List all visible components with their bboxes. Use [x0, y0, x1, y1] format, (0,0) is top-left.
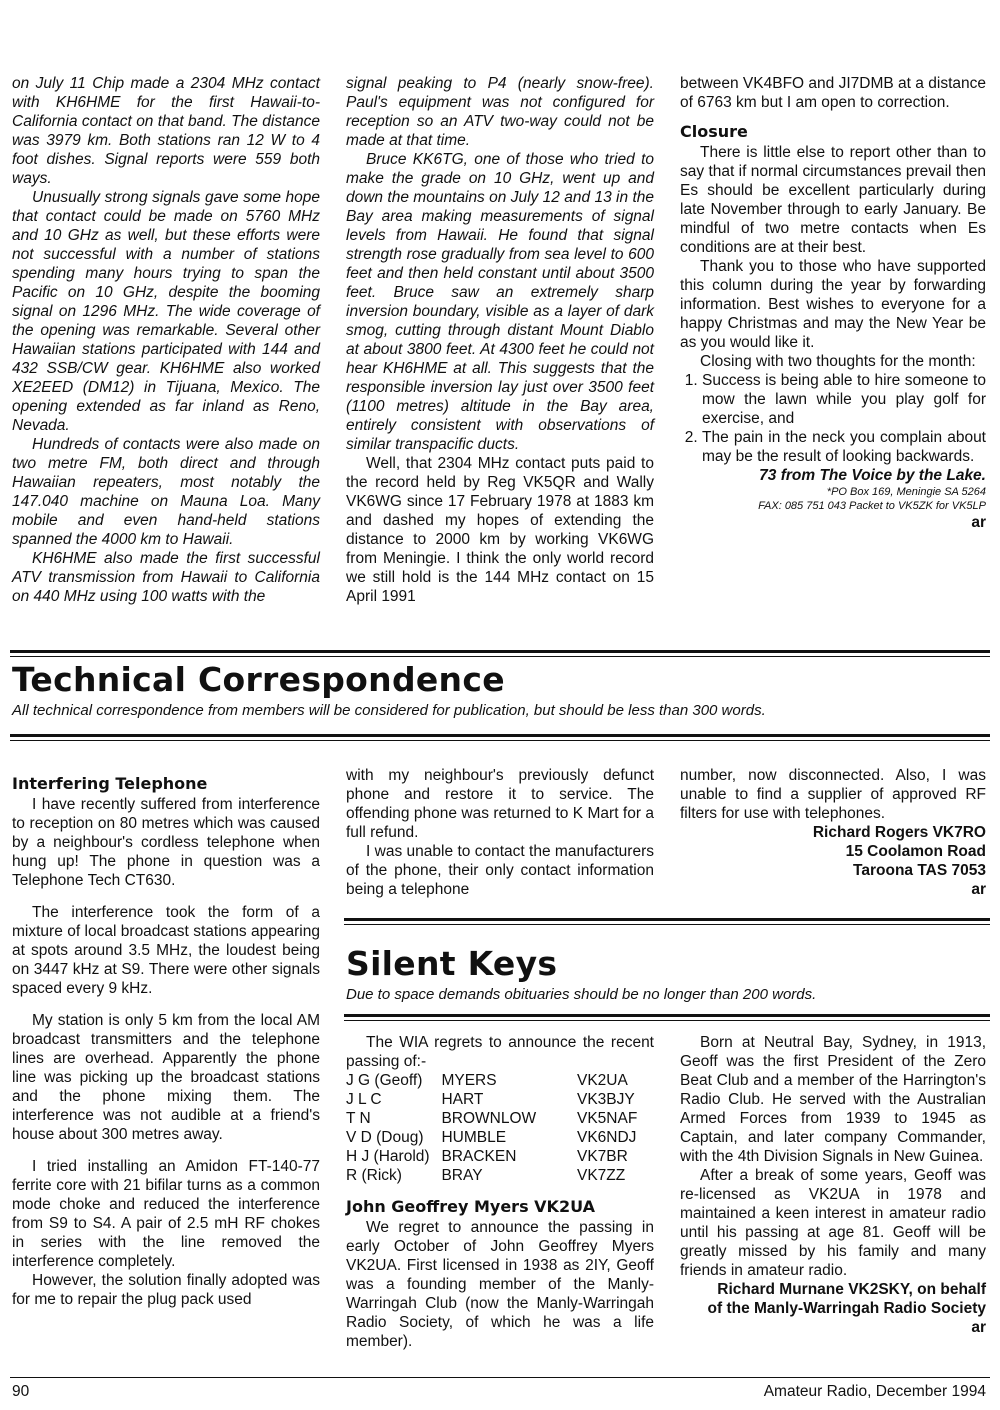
surname: HART: [441, 1091, 484, 1108]
thoughts-list: [680, 371, 986, 466]
section-rule-top: [10, 650, 990, 653]
list-item: [346, 1090, 654, 1109]
paragraph: Hundreds of contacts were also made on two metre FM, both direct and through Hawaiian repeaters, most notably the 147.040 machine on Mauna Loa. Many mobile and even hand-held stations spanned the 4000 km to Hawaii.: [12, 436, 320, 548]
silent-keys-rule-top: [344, 918, 990, 921]
list-item: 1. Success is being able to hire someone to mow the lawn while you play golf for exercise, and: [702, 371, 986, 428]
paragraph: I tried installing an Amidon FT-140-77 ferrite core with 21 bifilar turns as a common mode choke and reduced the interference from S9 to S4. A pair of 2.5 mH RF chokes in series with the line removed the interference completely.: [12, 1158, 320, 1270]
callsign: VK2UA: [576, 1072, 628, 1089]
end-mark: ar: [971, 514, 986, 531]
technical-column-2: [346, 766, 654, 899]
signoff: 73 from The Voice by the Lake.: [759, 467, 986, 484]
silent-keys-rule-bottom: [344, 1014, 990, 1017]
signature-town: Taroona TAS 7053: [853, 862, 986, 879]
top-column-2: [346, 74, 654, 606]
given-names: V D (Doug): [346, 1129, 424, 1146]
silent-keys-standfirst: Due to space demands obituaries should be no longer than 200 words.: [346, 986, 817, 1003]
given-names: J L C: [346, 1091, 382, 1108]
list-item: [346, 1166, 654, 1185]
paragraph: We regret to announce the passing in early October of John Geoffrey Myers VK2UA. First licensed in 1938 as 2IY, Geoff was a founding member of the Manly-Warringah Club (now the Manly-Warringah Radio Society, of which he was a life member).: [346, 1219, 654, 1350]
section-rule-bottom: [10, 734, 990, 737]
paragraph: KH6HME also made the first successful ATV transmission from Hawaii to California on 440 MHz using 100 watts with the: [12, 550, 320, 605]
paragraph: between VK4BFO and JI7DMB at a distance of 6763 km but I am open to correction.: [680, 75, 986, 111]
paragraph: I have recently suffered from interference to reception on 80 metres which was caused by a neighbour's cordless telephone when hung up! The phone in question was a Telephone Tech CT630.: [12, 796, 320, 889]
silent-keys-title: Silent Keys: [346, 944, 558, 983]
surname: HUMBLE: [441, 1129, 507, 1146]
callsign: VK5NAF: [576, 1110, 638, 1127]
silent-keys-rule-top-thin: [344, 924, 990, 925]
surname: MYERS: [441, 1072, 497, 1089]
given-names: R (Rick): [346, 1167, 402, 1184]
paragraph: with my neighbour's previously defunct phone and restore it to service. The offending phone was returned to K Mart for a full refund.: [346, 767, 654, 841]
technical-column-1: [12, 770, 320, 1309]
list-item: [346, 1147, 654, 1166]
section-standfirst: All technical correspondence from members will be considered for publication, but should be less than 300 words.: [12, 702, 766, 719]
given-names: J G (Geoff): [346, 1072, 423, 1089]
surname: BRACKEN: [441, 1148, 517, 1165]
given-names: H J (Harold): [346, 1148, 430, 1165]
section-rule-bottom-thin: [10, 740, 990, 741]
paragraph: The interference took the form of a mixture of local broadcast stations appearing at spots around 3.5 MHz, the loudest being on 3447 kHz at S9. There were other signals spaced every 9 kHz.: [12, 904, 320, 997]
paragraph: Closing with two thoughts for the month:: [700, 353, 976, 370]
silent-keys-column-2: [346, 1033, 654, 1351]
callsign: VK7ZZ: [576, 1167, 626, 1184]
list-item: [346, 1109, 654, 1128]
paragraph: Thank you to those who have supported this column during the year by forwarding information. Best wishes to everyone for a happy Christmas and may the New Year be as you would like it.: [680, 258, 986, 351]
paragraph: The WIA regrets to announce the recent passing of:-: [346, 1034, 654, 1070]
paragraph: Born at Neutral Bay, Sydney, in 1913, Geoff was the first President of the Zero Beat Club and a member of the Harrington's Radio Club. He served with the Australian Armed Forces from 1939 to 1945 as Captain, and later company Commander, with the 4th Division Signals in New Guinea.: [680, 1034, 986, 1165]
technical-column-3: [680, 766, 986, 899]
top-column-3: [680, 74, 986, 532]
silent-keys-rule-bottom-thin: [344, 1020, 990, 1021]
signature-line: of the Manly-Warringah Radio Society: [707, 1300, 986, 1317]
silent-keys-column-3: [680, 1033, 986, 1337]
paragraph: Well, that 2304 MHz contact puts paid to the record held by Reg VK5QR and Wally VK6WG since 17 February 1978 at 1883 km and dashed my hopes of extending the distance to 2000 km by working VK6WG from Meningie. I think the only world record we still hold is the 144 MHz contact on 15 April 1991: [346, 455, 654, 605]
given-names: T N: [346, 1110, 371, 1127]
paragraph: There is little else to report other than to say that if normal circumstances prevail then Es should be excellent particularly during late November through to early January. Be mindful of two metre contacts when Es conditions are at their best.: [680, 144, 986, 256]
fax-line: FAX: 085 751 043 Packet to VK5ZK for VK5LP: [758, 500, 986, 512]
letter-heading: Interfering Telephone: [12, 774, 208, 793]
paragraph: My station is only 5 km from the local AM broadcast transmitters and the telephone lines are overhead. Apparently the phone line was picking up the broadcast stations and the phone mixing them. The interference was not audible at a friend's house about 300 metres away.: [12, 1012, 320, 1143]
paragraph: number, now disconnected. Also, I was unable to find a supplier of approved RF filters for use with telephones.: [680, 767, 986, 822]
section-rule-top-thin: [10, 656, 990, 657]
silent-keys-list: [346, 1071, 654, 1185]
paragraph: I was unable to contact the manufacturers of the phone, their only contact information being a telephone: [346, 843, 654, 898]
signature-street: 15 Coolamon Road: [845, 843, 986, 860]
paragraph: signal peaking to P4 (nearly snow-free). Paul's equipment was not configured for reception so an ATV two-way could not be made at that time.: [346, 75, 654, 149]
callsign: VK7BR: [576, 1148, 628, 1165]
end-mark: ar: [971, 881, 986, 898]
top-column-1: [12, 74, 320, 606]
footer-rule: [10, 1377, 990, 1378]
section-title: Technical Correspondence: [12, 660, 505, 699]
closure-heading: Closure: [680, 122, 748, 141]
paragraph: Bruce KK6TG, one of those who tried to make the grade on 10 GHz, went up and down the mountains on July 12 and 13 in the Bay area making measurements of signal levels from Hawaii. He found that signal strength rose gradually from sea level to 600 feet and then held constant until about 3500 feet. Bruce saw an extremely sharp inversion boundary, visible as a layer of dark smog, cutting through distant Mount Diablo at about 3800 feet. At 4300 feet he could not hear KH6HME at all. This suggests that the responsible inversion lay just over 3500 feet (1100 metres) altitude in the Bay area, entirely consistent with observations of similar transpacific ducts.: [346, 151, 654, 453]
obituary-heading: John Geoffrey Myers VK2UA: [346, 1197, 595, 1216]
paragraph: Unusually strong signals gave some hope that contact could be made on 5760 MHz and 10 GHz as well, but these efforts were not successful with a number of stations spending many hours trying to span the Pacific on 10 GHz, despite the booming signal on 1296 MHz. The wide coverage of the opening was remarkable. Several other Hawaiian stations participated with 144 and 432 SSB/CW gear. KH6HME also worked XE2EED (DM12) in Tijuana, Mexico. The opening extended as far inland as Reno, Nevada.: [12, 189, 320, 434]
surname: BRAY: [441, 1167, 483, 1184]
list-item: [346, 1071, 654, 1090]
list-item: 2. The pain in the neck you complain about may be the result of looking backwards.: [702, 428, 986, 466]
callsign: VK6NDJ: [576, 1129, 637, 1146]
paragraph: on July 11 Chip made a 2304 MHz contact with KH6HME for the first Hawaii-to-California contact on that band. The distance was 3979 km. Both stations ran 12 W to 4 foot dishes. Signal reports were 559 both ways.: [12, 75, 320, 187]
surname: BROWNLOW: [441, 1110, 537, 1127]
end-mark: ar: [971, 1319, 986, 1336]
signature-line: Richard Murnane VK2SKY, on behalf: [717, 1281, 986, 1298]
callsign: VK3BJY: [576, 1091, 635, 1108]
publication-line: Amateur Radio, December 1994: [763, 1383, 986, 1400]
paragraph: After a break of some years, Geoff was re-licensed as VK2UA in 1978 and maintained a keen interest in amateur radio until his passing at age 81. Geoff will be greatly missed by his family and many friends in amateur radio.: [680, 1167, 986, 1279]
paragraph: However, the solution finally adopted was for me to repair the plug pack used: [12, 1272, 320, 1308]
signature-name: Richard Rogers VK7RO: [812, 824, 986, 841]
list-item: [346, 1128, 654, 1147]
page-number: 90: [12, 1383, 30, 1400]
address-line: *PO Box 169, Meningie SA 5264: [826, 486, 986, 498]
